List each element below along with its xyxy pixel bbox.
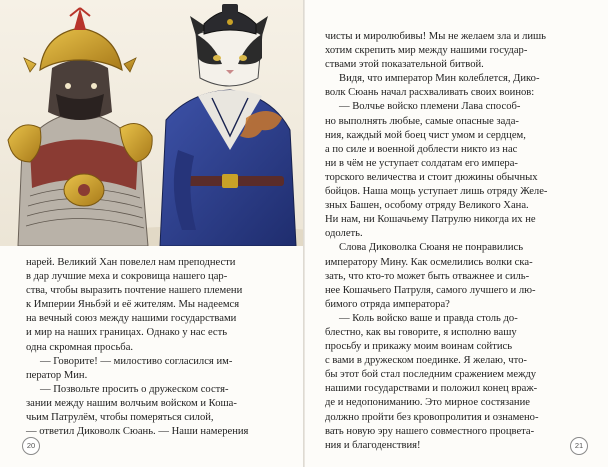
left-page xyxy=(0,0,303,467)
paragraph xyxy=(325,241,587,311)
text-line: чисты и миролюбивы! Мы не желаем зла и лишь xyxy=(325,31,547,42)
paragraph xyxy=(325,72,587,100)
text-line: вать новую эру нашего совместного процвета- xyxy=(325,425,535,437)
text-line: просьбу и прикажу моим воинам сойтись xyxy=(325,341,513,353)
text-line: — Говорите! — милостиво согласился им- xyxy=(40,355,233,367)
text-line: волк Сюань начал расхваливать своих воинов: xyxy=(325,87,535,99)
text-line: нее Кошачьего Патруля, самого лучшего и лю- xyxy=(325,284,536,296)
text-line: ни в чём не уступает солдатам его импера- xyxy=(325,157,518,169)
paragraph xyxy=(325,312,587,453)
text-line: торского величества и стоит дюжины обычных xyxy=(325,171,538,183)
paragraph xyxy=(26,383,288,439)
text-line: Видя, что император Мин колеблется, Дико- xyxy=(339,73,540,85)
text-line: и мир на наших границах. Однако у нас есть xyxy=(26,327,228,339)
text-line: — Позвольте просить о дружеском состя- xyxy=(40,383,229,395)
text-line: ния и благоденствия! xyxy=(325,439,421,451)
text-line: — ответил Диковолк Сюань. — Наши намерения xyxy=(26,426,249,438)
text-line: с вами в дружеском поединке. Я желаю, что- xyxy=(325,355,527,367)
text-line: зании между нашим волчьим войском и Коша- xyxy=(26,397,237,409)
text-line: нарей. Великий Хан повелел нам преподнести xyxy=(26,257,236,268)
text-line: ства, чтобы выразить почтение нашего племени xyxy=(26,285,243,297)
text-line: но выполнять любые, самые опасные зада- xyxy=(325,115,519,127)
text-line: ствами этой показательной битвой. xyxy=(325,59,484,71)
text-line: хотим скрепить мир между нашими государ- xyxy=(325,45,528,57)
text-line: должно пройти без кровопролития и ознамено- xyxy=(325,411,539,423)
page-number-right: 21 xyxy=(570,437,588,455)
text-line: бойцов. Наша мощь уступает лишь отряду Желе- xyxy=(325,186,548,198)
text-line: ния, каждый мой боец чист умом и сердцем, xyxy=(325,129,526,141)
text-line: к Империи Яньбэй и её жителям. Мы надеемся xyxy=(26,299,240,311)
text-line: одна скромная просьба. xyxy=(26,341,134,353)
paragraph xyxy=(325,30,587,72)
left-page-text xyxy=(26,256,288,439)
story-illustration xyxy=(0,0,303,246)
text-line: — Волчье войско племени Лава способ- xyxy=(339,101,521,113)
text-line: бимого отряда императора? xyxy=(325,298,450,310)
page-number-left: 20 xyxy=(22,437,40,455)
text-line: Ни нам, ни Кошачьему Патрулю никогда их не xyxy=(325,214,536,226)
text-line: — Коль войско ваше и правда столь до- xyxy=(339,312,518,324)
text-line: бы этот бой стал последним сражением между xyxy=(325,369,537,381)
text-line: ператор Мин. xyxy=(26,369,88,381)
paragraph xyxy=(26,256,288,355)
text-line: нашими государствами и положил конец враж- xyxy=(325,383,538,395)
text-line: на вечный союз между нашими государствами xyxy=(26,313,237,325)
text-line: блестно, как вы говорите, я исполню вашу xyxy=(325,326,517,338)
paragraph xyxy=(26,355,288,383)
right-page-text xyxy=(325,30,587,453)
text-line: Слова Диковолка Сюаня не понравились xyxy=(339,242,524,254)
text-line: де и недопониманию. Это мирное состязание xyxy=(325,397,530,409)
text-line: зных Башен, особому отряду Великого Хана. xyxy=(325,200,529,212)
text-line: одолеть. xyxy=(325,228,363,240)
text-line: в дар лучшие меха и сокровища нашего цар- xyxy=(26,271,228,283)
paragraph xyxy=(325,100,587,241)
text-line: а по силе и военной доблести никто из нас xyxy=(325,143,518,155)
text-line: императору Мину. Как осмелились волки ска- xyxy=(325,256,533,268)
text-line: чьим Патрулём, чтобы померяться силой, xyxy=(26,412,214,424)
text-line: зать, что кто-то может быть отважнее и силь- xyxy=(325,270,530,282)
